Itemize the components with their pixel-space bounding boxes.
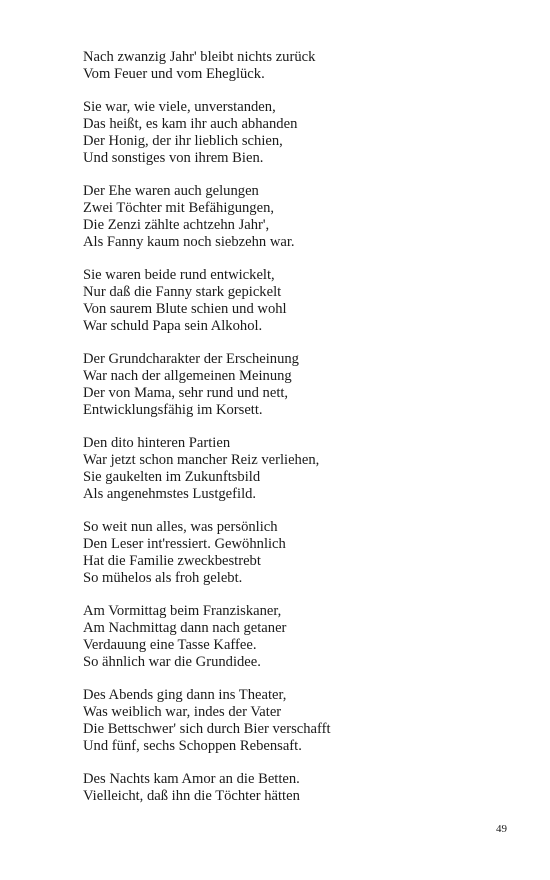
verse-line: Am Nachmittag dann nach getaner	[83, 620, 287, 637]
verse-line: Und sonstiges von ihrem Bien.	[83, 149, 264, 166]
verse-line: Nur daß die Fanny stark gepickelt	[83, 284, 282, 301]
verse-line: Als angenehmstes Lustgefild.	[83, 485, 257, 502]
verse-line: Verdauung eine Tasse Kaffee.	[83, 636, 257, 653]
verse-line: Nach zwanzig Jahr' bleibt nichts zurück	[83, 49, 316, 65]
verse-line: War nach der allgemeinen Meinung	[83, 368, 292, 385]
verse-line: So ähnlich war die Grundidee.	[83, 653, 261, 670]
verse-line: Hat die Familie zweckbestrebt	[83, 552, 261, 569]
verse-line: Den Leser int'ressiert. Gewöhnlich	[83, 536, 286, 553]
stanza	[83, 519, 503, 586]
verse-line: So mühelos als froh gelebt.	[83, 569, 243, 586]
verse-line: Als Fanny kaum noch siebzehn war.	[83, 233, 295, 250]
verse-line: So weit nun alles, was persönlich	[83, 519, 278, 536]
verse-line: Und fünf, sechs Schoppen Rebensaft.	[83, 737, 302, 754]
verse-line: Vom Feuer und vom Eheglück.	[83, 65, 265, 82]
stanza	[83, 435, 503, 502]
verse-line: Der Honig, der ihr lieblich schien,	[83, 132, 283, 149]
stanza	[83, 183, 503, 250]
verse-line: Des Abends ging dann ins Theater,	[83, 687, 287, 704]
stanza	[83, 687, 503, 754]
page-number: 49	[496, 823, 507, 835]
verse-line: Der von Mama, sehr rund und nett,	[83, 384, 289, 401]
stanza	[83, 99, 503, 166]
verse-line: Sie gaukelten im Zukunftsbild	[83, 468, 261, 485]
verse-line: Sie war, wie viele, unverstanden,	[83, 99, 276, 116]
stanza	[83, 351, 503, 418]
stanza	[83, 49, 503, 83]
verse-line: Entwicklungsfähig im Korsett.	[83, 401, 263, 418]
verse-line: Das heißt, es kam ihr auch abhanden	[83, 116, 298, 133]
verse-line: Sie waren beide rund entwickelt,	[83, 267, 275, 284]
verse-line: Vielleicht, daß ihn die Töchter hätten	[83, 788, 300, 805]
poem-text	[83, 49, 503, 822]
stanza	[83, 771, 503, 805]
verse-line: War schuld Papa sein Alkohol.	[83, 317, 263, 334]
verse-line: Den dito hinteren Partien	[83, 435, 231, 452]
verse-line: Des Nachts kam Amor an die Betten.	[83, 771, 300, 788]
verse-line: Was weiblich war, indes der Vater	[83, 704, 282, 721]
verse-line: Der Ehe waren auch gelungen	[83, 183, 259, 200]
verse-line: Am Vormittag beim Franziskaner,	[83, 603, 282, 620]
verse-line: Die Zenzi zählte achtzehn Jahr',	[83, 216, 270, 233]
stanza	[83, 603, 503, 670]
verse-line: Der Grundcharakter der Erscheinung	[83, 351, 299, 368]
verse-line: War jetzt schon mancher Reiz verliehen,	[83, 452, 320, 469]
verse-line: Zwei Töchter mit Befähigungen,	[83, 200, 275, 217]
verse-line: Von saurem Blute schien und wohl	[83, 300, 287, 317]
verse-line: Die Bettschwer' sich durch Bier verschafft	[83, 720, 331, 737]
stanza	[83, 267, 503, 334]
